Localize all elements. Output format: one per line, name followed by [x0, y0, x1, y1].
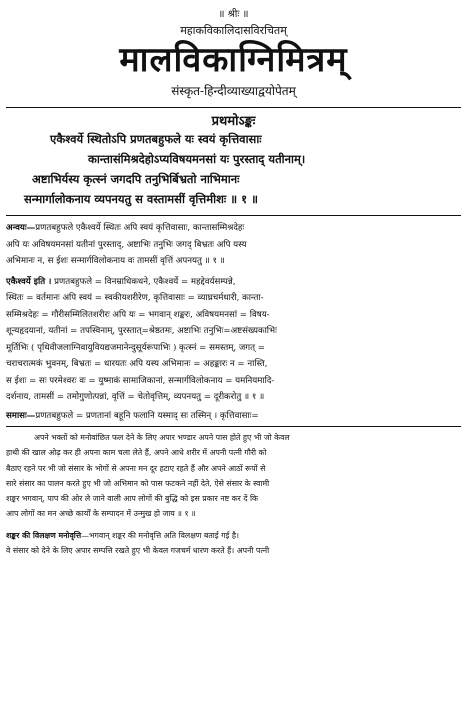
special-note-line-1: —भगवान् शङ्कर की मनोवृत्ति अति विलक्षण बताई गई है।	[81, 530, 239, 540]
anvaya-line-1: प्रणतबहुफले एकैश्वर्ये स्थितः अपि स्वयं कृत्तिवासाः, कान्तासम्मिश्रदेहः	[35, 223, 245, 233]
verse-line-1: एकैश्वर्ये स्थितोऽपि प्रणतबहुफले यः स्वयं कृत्तिवासाः	[50, 132, 262, 146]
verse-block	[6, 129, 461, 209]
gloss-line-5: मूर्तिभिः ( पृथिवीजलाग्निवायुवियद्यजमानेन्दुसूर्यरूपाभिः ) कृत्स्नं = समस्तम्, जगत् =	[6, 342, 265, 353]
samasa-label: समासः—	[6, 410, 36, 421]
special-note-label: शङ्कर की विलक्षण मनोवृत्ति	[6, 530, 82, 540]
hindi-line-3: बैठाए रहने पर भी जो संसार के भोगों से अपना मन दूर हटाए रहते हैं और अपने आठों रूपों से	[6, 463, 266, 473]
hindi-line-5: शङ्कर भगवान्, पाप की ओर ले जाने वाली आप लोगों की बुद्धि को इस प्रकार नष्ट कर दें कि	[6, 494, 258, 504]
hindi-line-1: अपने भक्तों को मनोवांछित फल देने के लिए अपार भण्डार अपने पास होते हुए भी जो केवल	[34, 433, 290, 442]
gloss-line-7: स ईशः = सः परमेश्वरः वः = युष्माकं सामाजिकानां, सन्मार्गविलोकनाय = यमनियमादि-	[6, 375, 275, 386]
anvaya-line-3: अभिमानः न, स ईशः सन्मार्गविलोकनाय वः तामसीं वृत्तिं अपनयतु ॥ १ ॥	[6, 256, 225, 266]
invocation: ॥ श्रीः ॥	[218, 9, 249, 20]
divider-verse	[6, 215, 461, 216]
gloss-line-1: प्रणतबहुफले = विनम्राधिकधने, एकैश्वर्ये = महद्देवर्यसम्पन्ने,	[54, 276, 236, 287]
author-line: महाकविकालिदासविरचितम्	[180, 24, 287, 37]
samasa-text: प्रणतबहुफले = प्रणतानां बहूनि फलानि यस्माद् सः तस्मिन् । कृत्तिवासाः=	[35, 410, 259, 421]
gloss-line-2: स्थितः = वर्तमानः अपि स्वयं = स्वकीयशरीरेण, कृत्तिवासाः = व्याघ्रचर्मधारी, कान्ता-	[6, 293, 264, 303]
gloss-line-8: दर्शनाय, तामसीं = तमोगुणोत्पन्नां, वृत्तिं = चेतोवृत्तिम्, व्यपनयतु = दूरीकरोतु ॥ १ ॥	[6, 392, 265, 402]
samasa-section	[6, 408, 461, 425]
verse-line-3: अष्टाभिर्यस्य कृत्स्नं जगदपि तनुभिर्बिभ्रतो नाभिमानः	[32, 172, 240, 186]
anvaya-label: अन्वयः—	[6, 223, 36, 233]
divider-sanskrit	[6, 426, 461, 427]
gloss-line-6: चराचरात्मकं भुवनम्, बिभ्रतः = धारयतः अपि यस्य अभिमानः = अहङ्कारः न = नास्ति,	[6, 359, 268, 369]
anvaya-section	[6, 220, 461, 270]
gloss-label: एकैश्वर्ये इति ।	[6, 276, 52, 287]
special-note	[6, 528, 461, 559]
verse-line-2: कान्तासंमिश्रदेहोऽप्यविषयमनसां यः पुरस्ताद् यतीनाम्।	[88, 152, 306, 166]
page-title: मालविकाग्निमित्रम्	[119, 40, 348, 80]
anvaya-line-2: अपि यः अविषयमनसां यतीनां पुरस्ताद्, अष्टाभिः तनुभिः जगद् बिभ्रतः अपि यस्य	[6, 239, 247, 250]
hindi-line-2: हाथी की खाल ओढ़ कर ही अपना काम चला लेते हैं, अपने आधे शरीर में अपनी पत्नी गौरी को	[6, 448, 267, 458]
subtitle: संस्कृत-हिन्दीव्याख्याद्वयोपेतम्	[171, 84, 296, 98]
hindi-line-4: सारे संसार का पालन करते हुए भी जो अभिमान को पास फटकने नहीं देते, ऐसे संसार के स्वामी	[6, 478, 270, 488]
gloss-line-3: सम्मिश्रदेहः = गौरीसम्मिलितशरीरः अपि यः = भगवान् शङ्करः, अविषयमनसां = विषय-	[6, 309, 270, 320]
gloss-section	[6, 274, 461, 406]
hindi-paragraph	[6, 430, 461, 522]
act-heading: प्रथमोऽङ्कः	[211, 114, 256, 129]
divider-top	[6, 107, 461, 108]
hindi-line-6: आप लोगों का मन अच्छे कार्यों के सम्पादन में उन्मुख हो जाय ॥ १ ॥	[6, 509, 196, 519]
verse-line-4: सन्मार्गालोकनाय व्यपनयतु स वस्तामसीं वृत्तिमीशः ॥ १ ॥	[24, 192, 259, 206]
special-note-line-2: वे संसार को देने के लिए अपार सम्पत्ति रखते हुए भी केवल गजचर्म धारण करते हैं। अपनी पत्नी	[6, 546, 270, 556]
gloss-line-4: शून्यहृदयानां, यतीनां = तपस्विनाम्, पुरस्तात्=श्रेष्ठतमः, अष्टाभिः तनुभिः=अष्टसंख्यकाभिः	[6, 326, 277, 336]
